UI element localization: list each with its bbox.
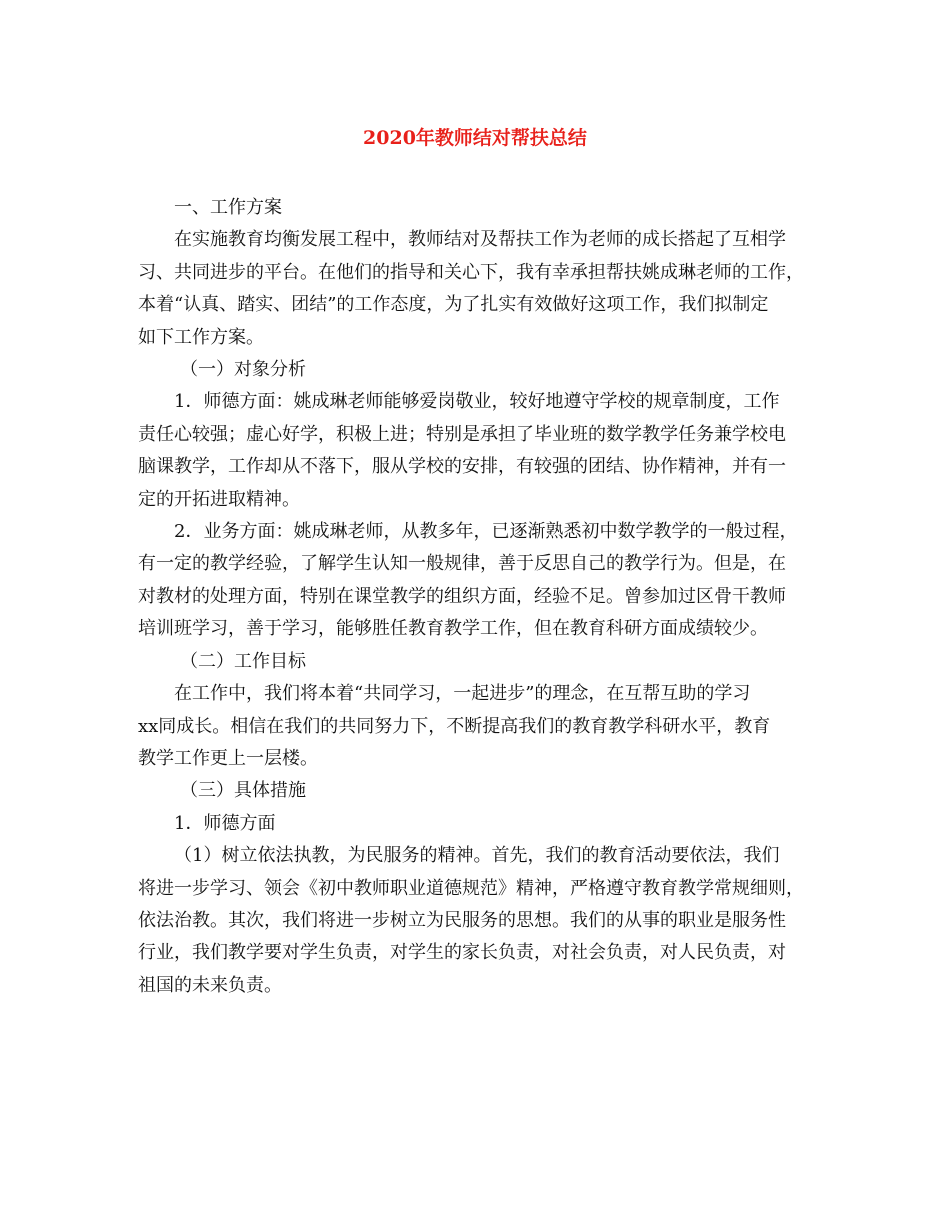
text-line: 行业，我们教学要对学生负责，对学生的家长负责，对社会负责，对人民负责，对: [138, 942, 786, 964]
text-line: 脑课教学，工作却从不落下，服从学校的安排，有较强的团结、协作精神，并有一: [138, 456, 786, 478]
text-line: 对教材的处理方面，特别在课堂教学的组织方面，经验不足。曾参加过区骨干教师: [138, 585, 786, 607]
text-line: 一、工作方案: [174, 197, 282, 218]
text-line: 定的开拓进取精神。: [138, 488, 300, 510]
text-line: 在实施教育均衡发展工程中，教师结对及帮扶工作为老师的成长搭起了互相学: [174, 229, 786, 251]
text-line: 祖国的未来负责。: [138, 974, 282, 996]
section-heading: [138, 808, 818, 840]
body-paragraph: [138, 840, 818, 1002]
text-line: 1．师德方面: [174, 812, 276, 834]
text-line: 有一定的教学经验，了解学生认知一般规律，善于反思自己的教学行为。但是，在: [138, 553, 786, 575]
text-line: 教学工作更上一层楼。: [138, 747, 318, 769]
text-line: 将进一步学习、领会《初中教师职业道德规范》精神，严格遵守教育教学常规细则，: [138, 877, 804, 899]
text-line: （1）树立依法执教，为民服务的精神。首先，我们的教育活动要依法，我们: [174, 845, 780, 867]
section-heading: [138, 192, 818, 224]
body-paragraph: [138, 224, 818, 354]
document-body: [138, 192, 818, 1002]
text-line: 依法治教。其次，我们将进一步树立为民服务的思想。我们的从事的职业是服务性: [138, 909, 786, 931]
text-line: 在工作中，我们将本着“共同学习，一起进步”的理念，在互帮互助的学习: [174, 683, 751, 705]
text-line: xx同成长。相信在我们的共同努力下，不断提高我们的教育教学科研水平，教育: [138, 715, 771, 737]
text-line: 1．师德方面：姚成琳老师能够爱岗敬业，较好地遵守学校的规章制度，工作: [174, 391, 780, 413]
text-line: （二）工作目标: [180, 650, 306, 672]
subsection-heading: [138, 354, 818, 386]
subsection-heading: [138, 646, 818, 678]
text-line: （三）具体措施: [180, 780, 306, 802]
text-line: 本着“认真、踏实、团结”的工作态度，为了扎实有效做好这项工作，我们拟制定: [138, 294, 769, 316]
subsection-heading: [138, 775, 818, 807]
document-title: 2020年教师结对帮扶总结: [363, 127, 587, 149]
text-line: 2．业务方面：姚成琳老师，从教多年，已逐渐熟悉初中数学教学的一般过程，: [174, 521, 798, 543]
body-paragraph: [138, 386, 818, 516]
text-line: 培训班学习，善于学习，能够胜任教育教学工作，但在教育科研方面成绩较少。: [138, 618, 768, 640]
text-line: 责任心较强；虚心好学，积极上进；特别是承担了毕业班的数学教学任务兼学校电: [138, 423, 786, 445]
body-paragraph: [138, 678, 818, 775]
text-line: （一）对象分析: [180, 359, 306, 381]
body-paragraph: [138, 516, 818, 646]
text-line: 习、共同进步的平台。在他们的指导和关心下，我有幸承担帮扶姚成琳老师的工作，: [138, 261, 804, 283]
text-line: 如下工作方案。: [138, 326, 264, 348]
